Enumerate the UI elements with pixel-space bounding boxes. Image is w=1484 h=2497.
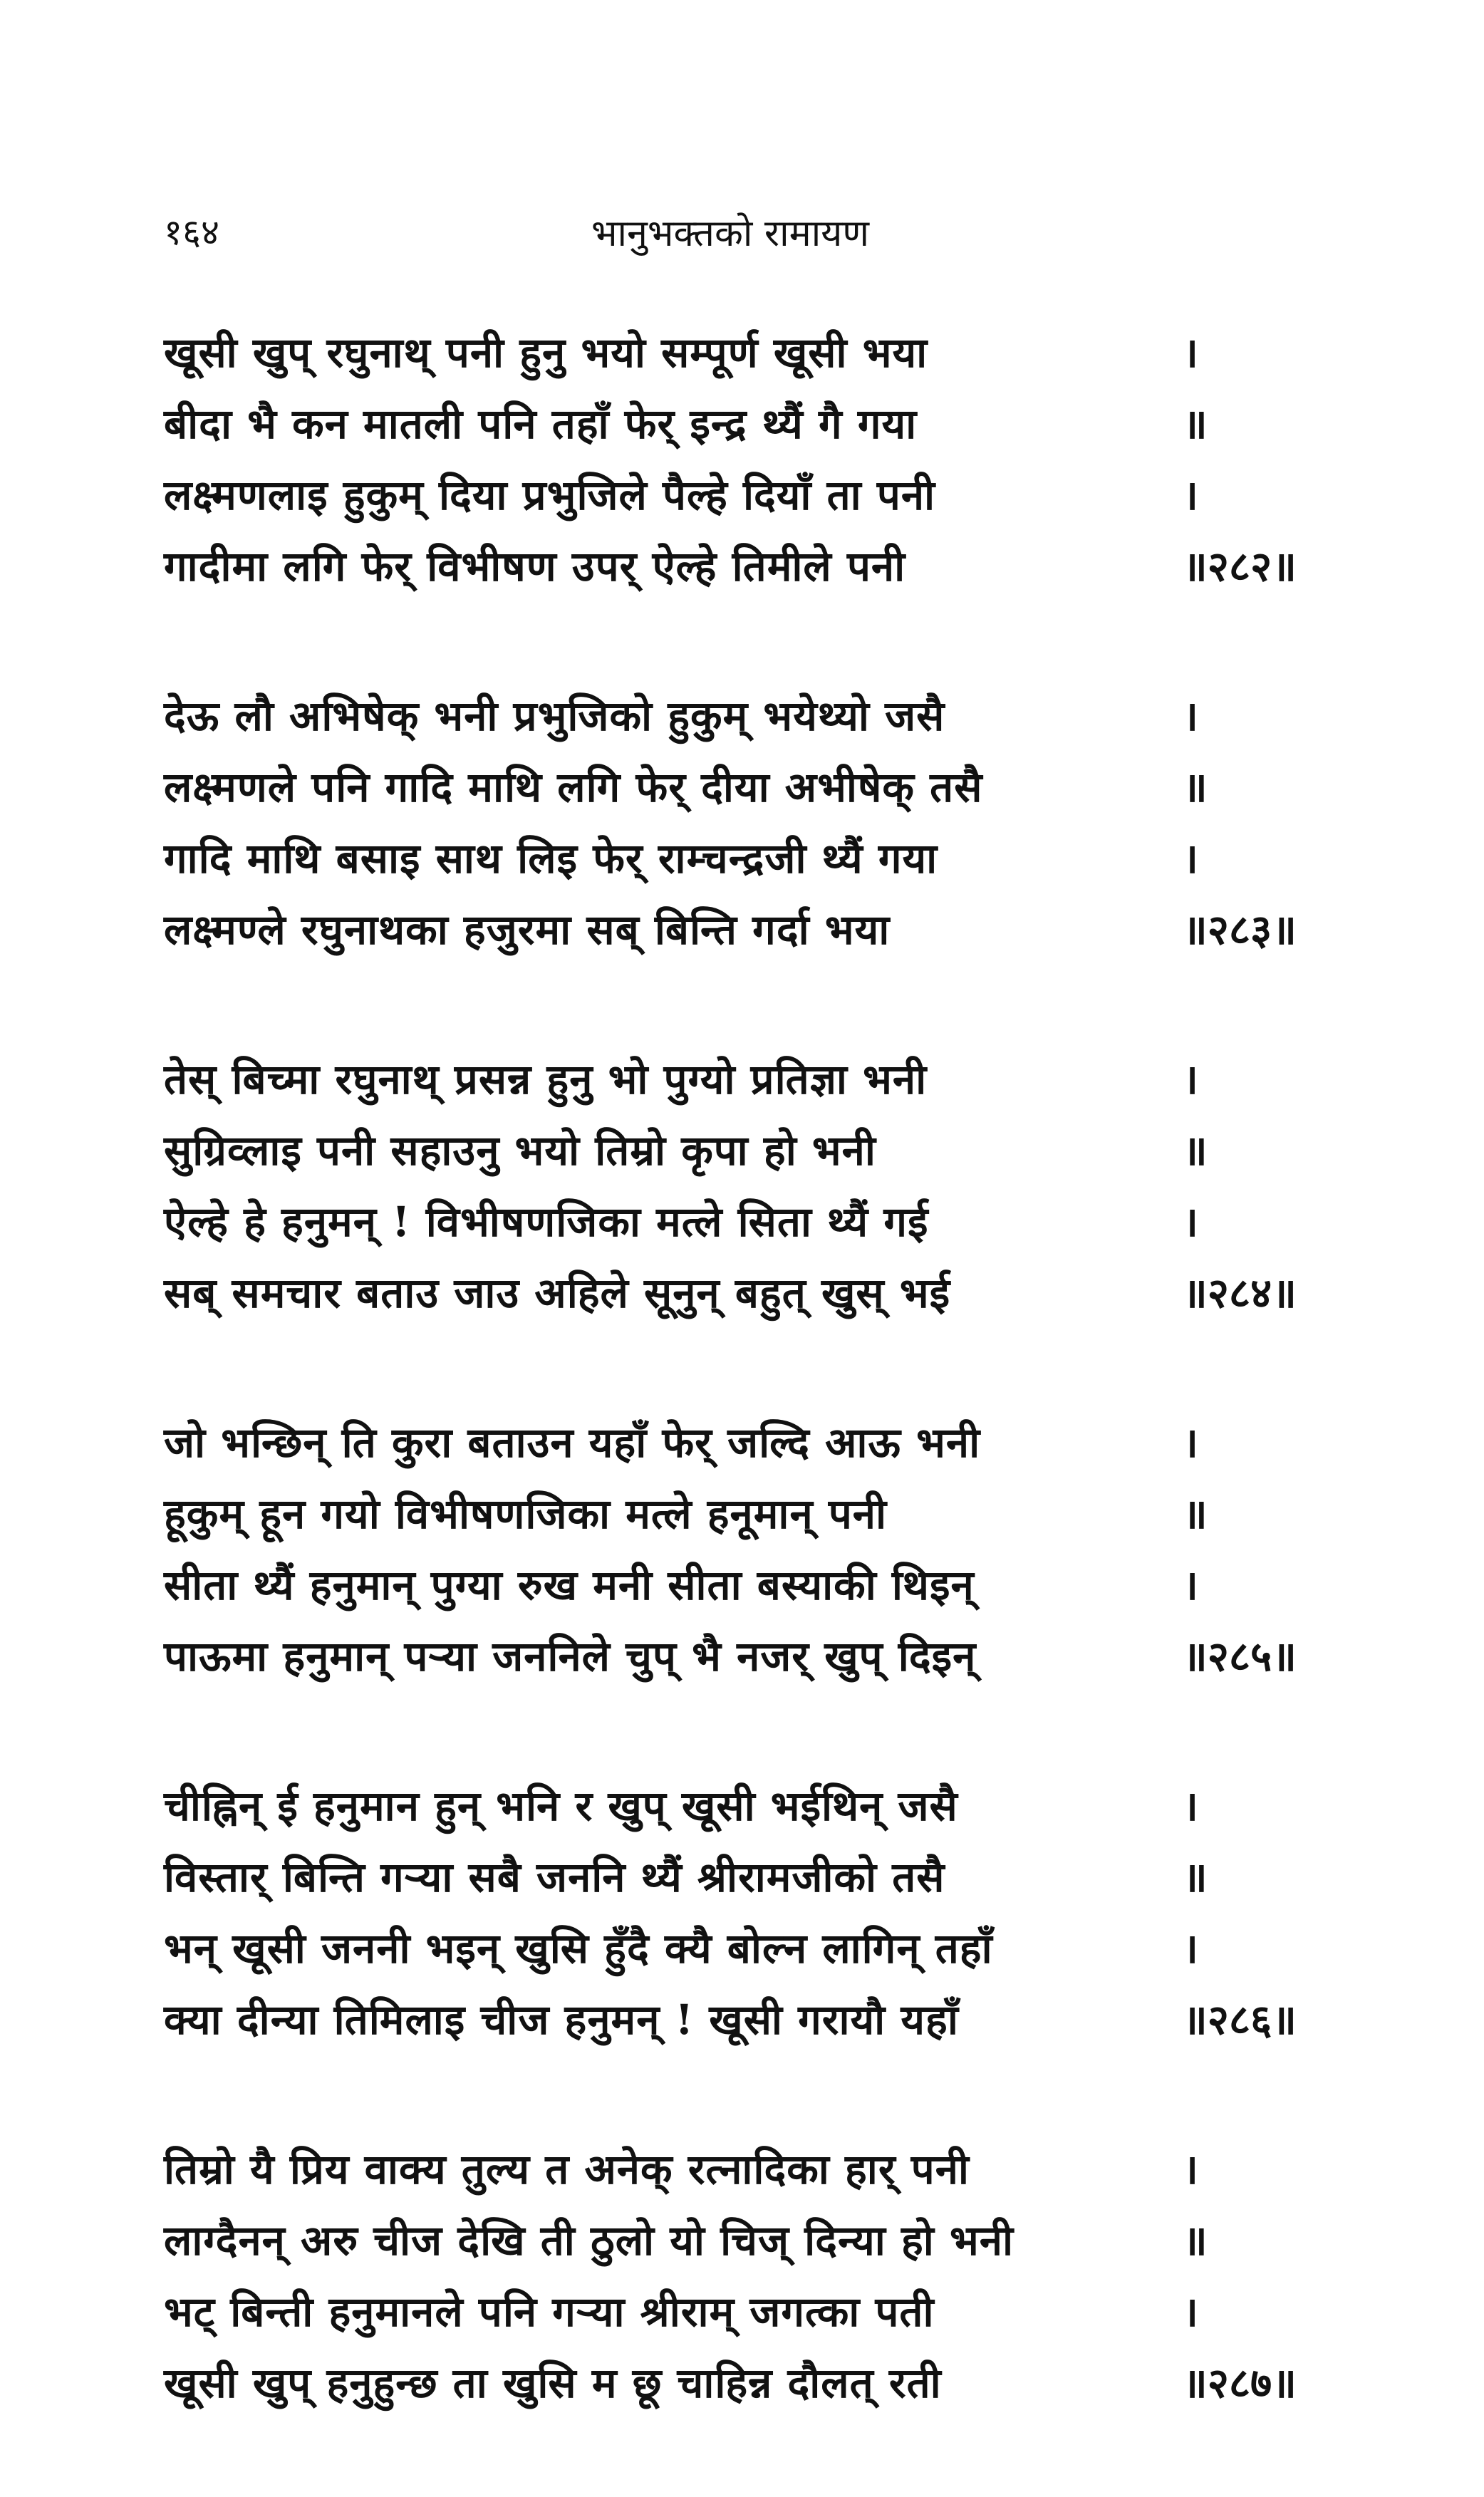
verse-line-text: विस्तार् बिन्ति गऱ्या सबै जननि थ्यैं श्रीरामजीको तसै <box>164 1853 945 1901</box>
verse-line-text: लक्ष्मण्ले रघुनाथका हजुरमा सब् बिन्ति गर्दा भया <box>164 905 891 954</box>
verse-line <box>164 2347 1318 2419</box>
verse-line <box>164 2134 1318 2205</box>
verse-line <box>164 317 1318 388</box>
verse-number: ॥२८४॥ <box>1183 1269 1297 1317</box>
verse-line-text: लाग्दैनन् अरु चीज देखि ती ठुलो यो चिज् दिन्या हो भनी <box>164 2216 1014 2265</box>
verse-286 <box>164 1770 1318 2055</box>
verse-line <box>164 1257 1318 1329</box>
verse-line-text: खूसी खुप् हनुहुन्छ ता खुसि म छू चाहिन्न दौलत् रती <box>164 2359 942 2407</box>
verse-line-text: गादि माथि बसाइ साथ लिइ फेर् राम्चन्द्रजी थ्यैं गया <box>164 834 938 883</box>
verse-number: ॥२८५॥ <box>1183 1632 1297 1681</box>
verse-line <box>164 894 1318 965</box>
verse-line-end-mark: । <box>1183 1782 1198 1830</box>
verse-line-end-mark: । <box>1183 471 1198 519</box>
verse-line-text: देऊ लौ अभिषेक् भनी प्रभुजिको हुकुम् भयेथ्यो जसै <box>164 692 945 740</box>
verse-line <box>164 1549 1318 1621</box>
verse-line-text: हूकुम् हून गयो विभीषणजिका मत्ले हनूमान् पनी <box>164 1490 887 1538</box>
verse-number: ॥२८६॥ <box>1183 1995 1297 2044</box>
verse-number: ॥२८२॥ <box>1183 542 1297 591</box>
verse-line-text: भन् खूसी जननी भइन् खुसि हुँदै क्यै बोल्न लागिन् तहाँ <box>164 1924 993 1973</box>
verse-line <box>164 388 1318 460</box>
verse-line <box>164 1770 1318 1842</box>
verse-line <box>164 823 1318 894</box>
verse-line <box>164 1842 1318 1913</box>
verse-line-end-mark: ॥ <box>1183 763 1208 811</box>
verse-line-text: जो भन्छिन् ति कुरा बताउन यहाँ फेर् जल्दि आऊ भनी <box>164 1418 981 1467</box>
verse-line-end-mark: । <box>1183 1055 1198 1104</box>
verse-line-end-mark: ॥ <box>1183 400 1208 448</box>
verse-line <box>164 1478 1318 1549</box>
verse-line <box>164 1913 1318 1984</box>
verse-line-end-mark: । <box>1183 692 1198 740</box>
verse-line <box>164 2276 1318 2347</box>
verse-line-text: सब् समचार बताउ जाउ अहिले सूनुन् बहुत् खुस् भई <box>164 1269 951 1317</box>
verse-287 <box>164 2134 1318 2419</box>
verse-line <box>164 752 1318 823</box>
verse-number: ॥२८७॥ <box>1183 2359 1297 2407</box>
verse-284 <box>164 1044 1318 1329</box>
verse-282 <box>164 317 1318 602</box>
verse-line <box>164 1044 1318 1115</box>
verse-line-text: तिम्रो यै प्रिय वाक्य तुल्य त अनेक् रत्नादिका हार् पनी <box>164 2145 970 2194</box>
verse-line <box>164 1186 1318 1257</box>
page-header <box>164 207 1304 264</box>
verse-line-text: भट् बिन्ती हनुमानले पनि गऱ्या श्रीराम् जगत्का पती <box>164 2288 935 2336</box>
verse-line-text: लक्ष्मणलाइ हुकुम् दिया प्रभुजिले पैल्हे दियाँ ता पनी <box>164 471 936 519</box>
verse-line <box>164 2205 1318 2276</box>
verse-line-end-mark: । <box>1183 1198 1198 1246</box>
verse-line <box>164 1407 1318 1478</box>
verse-line-text: ऐल्हे हे हनुमन् ! विभीषणजिका मत्ले सिता थ्यैं गई <box>164 1198 929 1246</box>
verse-list <box>164 317 1318 2497</box>
verse-line <box>164 1984 1318 2055</box>
verse-line <box>164 1621 1318 1692</box>
verse-line-text: गादीमा लगि फेर् विभीषण उपर् ऐल्हे तिमीले पनी <box>164 542 906 591</box>
verse-line-end-mark: । <box>1183 2145 1198 2194</box>
verse-line-text: सीता थ्यैं हनुमान् पुग्या रुख मनी सीता बस्याकी थिइन् <box>164 1561 975 1609</box>
verse-line-end-mark: । <box>1183 1924 1198 1973</box>
verse-line-end-mark: । <box>1183 2288 1198 2336</box>
verse-number: ॥२८३॥ <box>1183 905 1297 954</box>
verse-line-end-mark: ॥ <box>1183 1853 1208 1901</box>
verse-line <box>164 680 1318 752</box>
running-title: भानुभक्तको रामायण <box>591 212 869 255</box>
verse-line-text: सुग्रिव्लाइ पनी सहाउनु भयो तिम्रो कृपा हो भनी <box>164 1126 876 1175</box>
verse-line-text: तेस् बिच्मा रघुनाथ् प्रसन्न हुनु भो पुग्यो प्रतिज्ञा भनी <box>164 1055 928 1104</box>
verse-285 <box>164 1407 1318 1692</box>
verse-line <box>164 1115 1318 1186</box>
page-number: १६४ <box>164 212 219 253</box>
verse-line <box>164 460 1318 531</box>
verse-line-text: लक्ष्मणले पनि गादि माथि लगि फेर् दीया अभीषेक् तसै <box>164 763 983 811</box>
verse-line-end-mark: ॥ <box>1183 2216 1208 2265</box>
verse-283 <box>164 680 1318 965</box>
verse-line-end-mark: । <box>1183 1561 1198 1609</box>
verse-line-end-mark: । <box>1183 328 1198 377</box>
verse-line-end-mark: । <box>1183 1418 1198 1467</box>
verse-line-text: पाऊमा हनुमान् पऱ्या जननिले चुप् भै नजर् खुप् दिइन् <box>164 1632 977 1681</box>
verse-line-text: चीह्निन् ई हनुमान हुन् भनि र खुप् खूसी भईथिन् जसै <box>164 1782 958 1830</box>
verse-line-end-mark: । <box>1183 834 1198 883</box>
verse-line-text: बीदा भै कन मातली पनि तहाँ फेर् इन्द्र थ्यैं गै गया <box>164 400 918 448</box>
verse-line-end-mark: ॥ <box>1183 1126 1208 1175</box>
verse-line-text: खूसी खुप् रघुनाथ् पनी हुनु भयो सम्पूर्ण खूसी भया <box>164 328 928 377</box>
verse-line-end-mark: ॥ <box>1183 1490 1208 1538</box>
verse-line-text: क्या दीन्या तिमिलाइ चीज हनुमन् ! खूसी गरायौ यहाँ <box>164 1995 959 2044</box>
verse-line <box>164 531 1318 602</box>
